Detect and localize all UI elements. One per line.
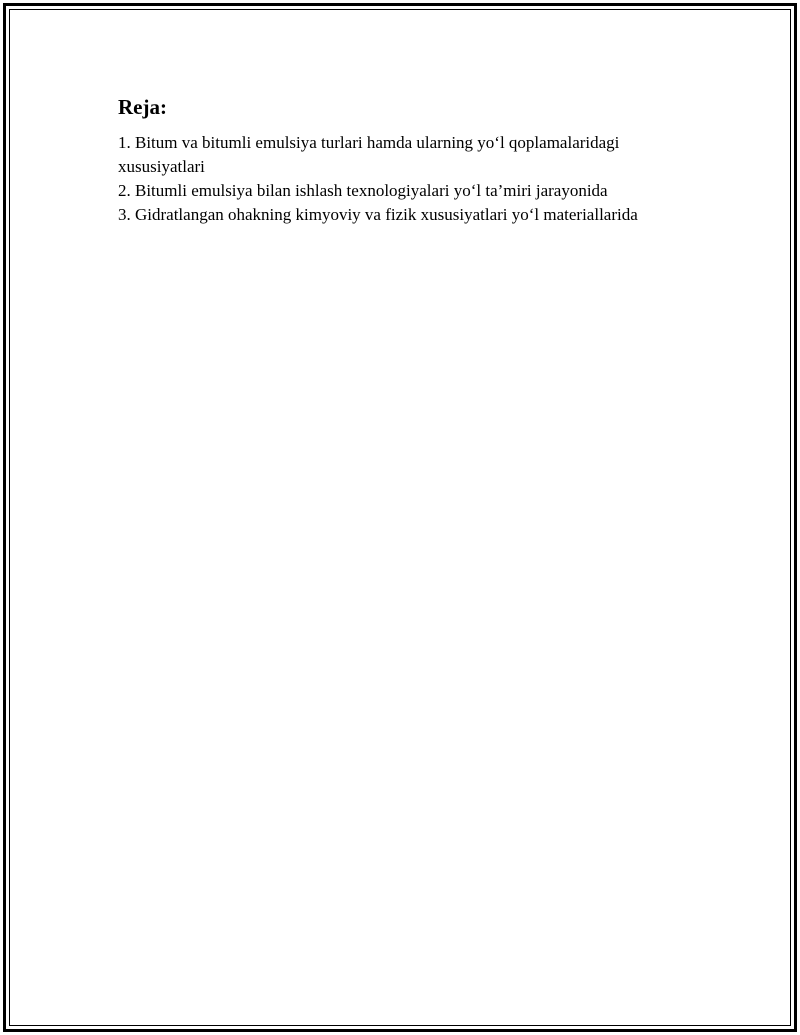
document-content bbox=[118, 93, 698, 227]
plan-heading: Reja: bbox=[118, 95, 167, 119]
plan-item-2: 2. Bitumli emulsiya bilan ishlash texnologiyalari yo‘l ta’miri jarayonida bbox=[118, 181, 608, 200]
plan-item-3: 3. Gidratlangan ohakning kimyoviy va fizik xususiyatlari yo‘l materiallarida bbox=[118, 205, 638, 224]
plan-list bbox=[118, 131, 698, 227]
plan-item-1: 1. Bitum va bitumli emulsiya turlari hamda ularning yo‘l qoplamalaridagi xususiyatlari bbox=[118, 133, 620, 176]
